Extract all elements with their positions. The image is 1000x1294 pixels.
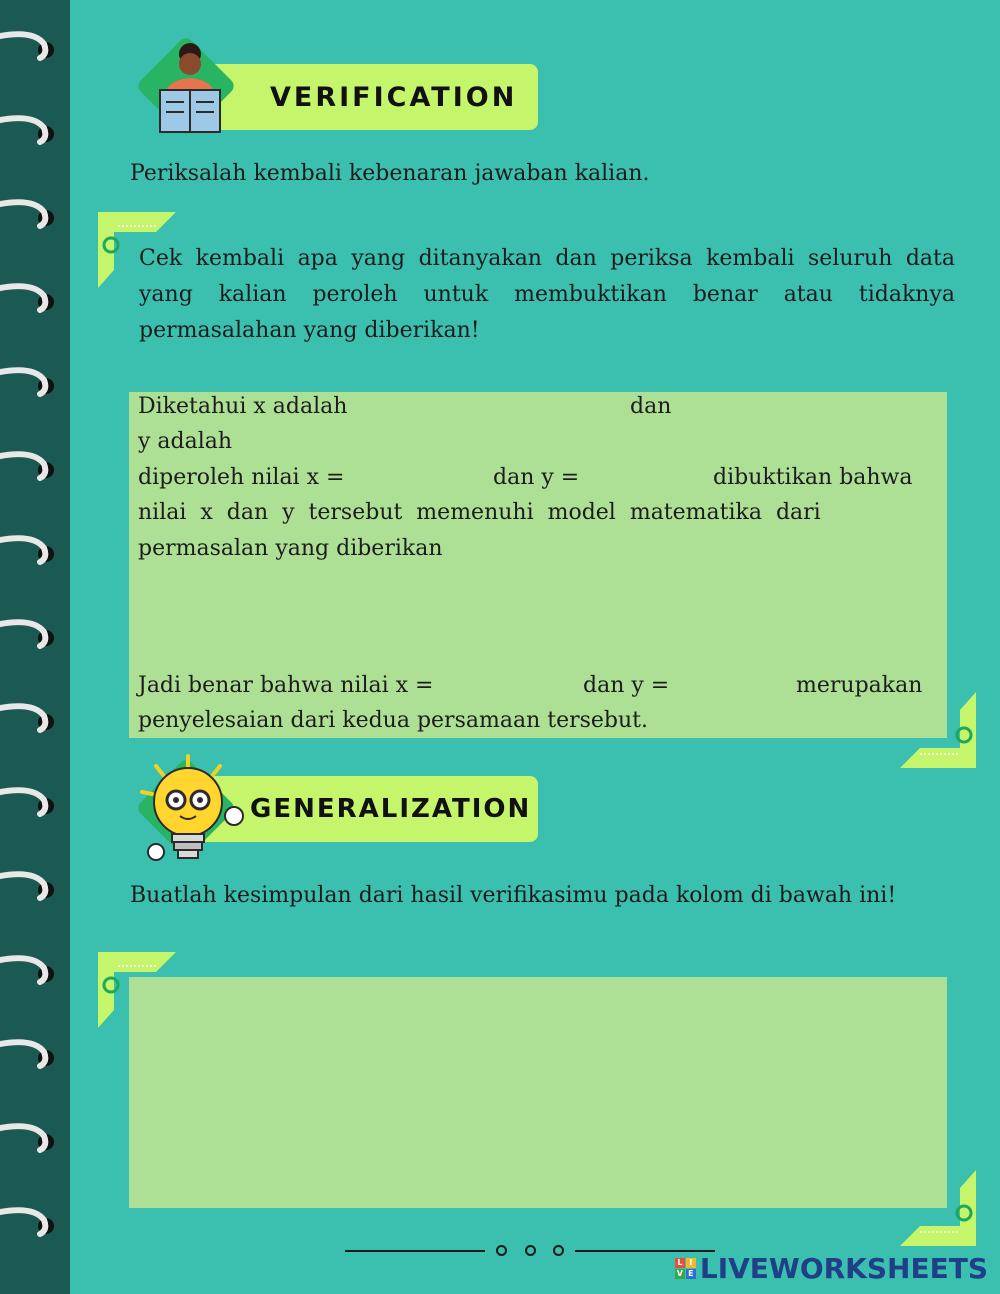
corner-ruler-icon xyxy=(900,692,978,770)
logo-letter: E xyxy=(686,1269,696,1279)
footer-dot xyxy=(553,1245,564,1256)
logo-letter: V xyxy=(676,1269,683,1278)
footer-dot xyxy=(525,1245,536,1256)
conclusion-y-label: dan y = xyxy=(583,673,670,698)
spiral-ring xyxy=(0,1204,60,1238)
spiral-ring xyxy=(0,364,60,398)
value-x-label: diperoleh nilai x = xyxy=(138,465,345,490)
proof-label: dibuktikan bahwa xyxy=(713,465,913,490)
logo-letter: I xyxy=(686,1258,696,1268)
logo-grid-icon xyxy=(675,1258,696,1279)
spiral-ring xyxy=(0,700,60,734)
logo-text: LIVEWORKSHEETS xyxy=(699,1252,988,1285)
verification-instruction: Periksalah kembali kebenaran jawaban kalian. xyxy=(130,161,650,186)
conclusion-statement: penyelesaian dari kedua persamaan tersebut. xyxy=(138,708,649,733)
known-x-label: Diketahui x adalah xyxy=(138,394,348,419)
generalization-instruction: Buatlah kesimpulan dari hasil verifikasimu pada kolom di bawah ini! xyxy=(130,883,897,908)
spiral-ring xyxy=(0,532,60,566)
logo-letter: L xyxy=(675,1258,685,1268)
proof-statement-end: permasalan yang diberikan xyxy=(138,536,443,561)
verification-task: Cek kembali apa yang ditanyakan dan periksa kembali seluruh data yang kalian peroleh untuk membuktikan benar atau tidaknya permasalahan yang diberikan! xyxy=(139,246,955,343)
conclusion-label: merupakan xyxy=(796,673,923,698)
footer-dot xyxy=(496,1245,507,1256)
spiral-ring xyxy=(0,1036,60,1070)
spiral-ring xyxy=(0,952,60,986)
footer-divider xyxy=(345,1250,485,1252)
known-y-label: y adalah xyxy=(138,429,233,454)
proof-statement: nilai x dan y tersebut memenuhi model matematika dari xyxy=(138,500,821,525)
generalization-answer-box[interactable] xyxy=(129,977,947,1208)
reading-person-icon xyxy=(152,40,228,136)
value-y-label: dan y = xyxy=(493,465,580,490)
spiral-ring xyxy=(0,616,60,650)
verification-header xyxy=(196,64,538,130)
verification-title: VERIFICATION xyxy=(270,81,518,113)
spiral-ring xyxy=(0,868,60,902)
generalization-title: GENERALIZATION xyxy=(250,794,532,824)
spiral-ring xyxy=(0,28,60,62)
spiral-ring xyxy=(0,280,60,314)
conjunction-and: dan xyxy=(630,394,672,419)
spiral-ring xyxy=(0,1120,60,1154)
lightbulb-icon xyxy=(136,752,252,870)
spiral-ring xyxy=(0,196,60,230)
conclusion-x-label: Jadi benar bahwa nilai x = xyxy=(138,673,434,698)
spiral-ring xyxy=(0,448,60,482)
liveworksheets-logo[interactable] xyxy=(675,1252,988,1285)
corner-ruler-icon xyxy=(900,1170,978,1248)
spiral-ring xyxy=(0,112,60,146)
spiral-ring xyxy=(0,784,60,818)
